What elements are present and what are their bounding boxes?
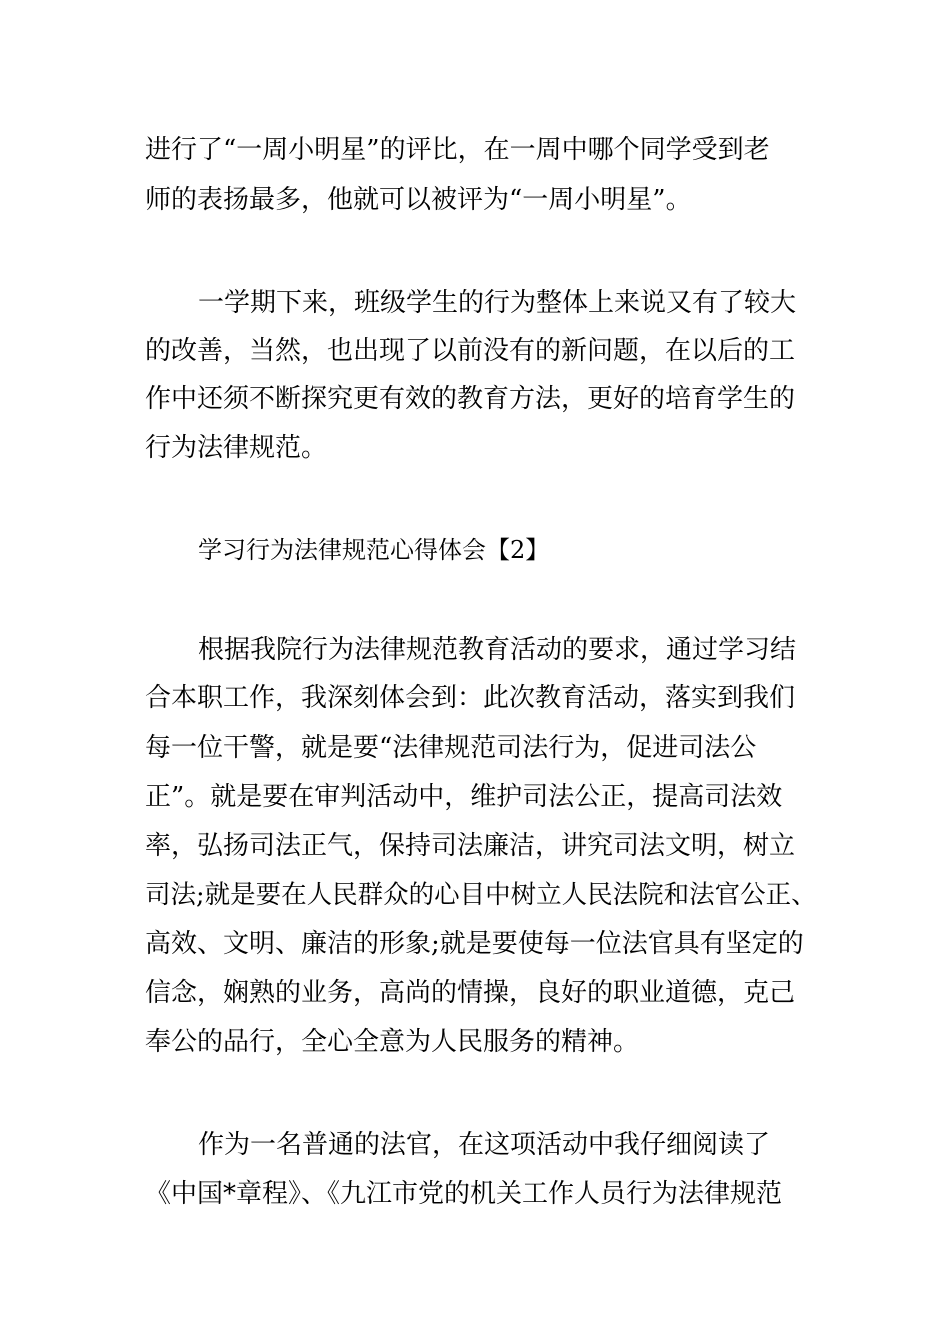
paragraph-2-line-3: 作中还须不断探究更有效的教育方法，更好的培育学生的 <box>145 384 796 414</box>
paragraph-2-line-4: 行为法律规范。 <box>145 433 328 463</box>
paragraph-2-line-2: 的改善，当然，也出现了以前没有的新问题，在以后的工 <box>145 336 796 366</box>
paragraph-3-line-4: 正”。就是要在审判活动中，维护司法公正，提高司法效 <box>145 782 783 812</box>
paragraph-3-line-2: 合本职工作，我深刻体会到：此次教育活动，落实到我们 <box>145 683 796 713</box>
paragraph-3-line-9: 奉公的品行，全心全意为人民服务的精神。 <box>145 1027 640 1057</box>
paragraph-1-line-1: 进行了“一周小明星”的评比，在一周中哪个同学受到老 <box>145 135 770 165</box>
paragraph-3-line-3: 每一位干警，就是要“法律规范司法行为，促进司法公 <box>145 733 757 763</box>
paragraph-3-line-5: 率，弘扬司法正气，保持司法廉洁，讲究司法文明，树立 <box>145 831 796 861</box>
paragraph-1-line-2: 师的表扬最多，他就可以被评为“一周小明星”。 <box>145 185 692 215</box>
paragraph-3-line-7: 高效、文明、廉洁的形象;就是要使每一位法官具有坚定的 <box>145 929 804 959</box>
paragraph-3-line-6: 司法;就是要在人民群众的心目中树立人民法院和法官公正、 <box>145 880 817 910</box>
paragraph-2-line-1: 一学期下来，班级学生的行为整体上来说又有了较大 <box>198 288 797 318</box>
paragraph-4-line-1: 作为一名普通的法官，在这项活动中我仔细阅读了 <box>198 1130 771 1160</box>
paragraph-4-line-2: 《中国*章程》、《九江市党的机关工作人员行为法律规范 <box>145 1179 783 1209</box>
section-heading: 学习行为法律规范心得体会【2】 <box>198 536 550 564</box>
paragraph-3-line-1: 根据我院行为法律规范教育活动的要求，通过学习结 <box>198 635 797 665</box>
paragraph-3-line-8: 信念，娴熟的业务，高尚的情操，良好的职业道德，克己 <box>145 978 796 1008</box>
